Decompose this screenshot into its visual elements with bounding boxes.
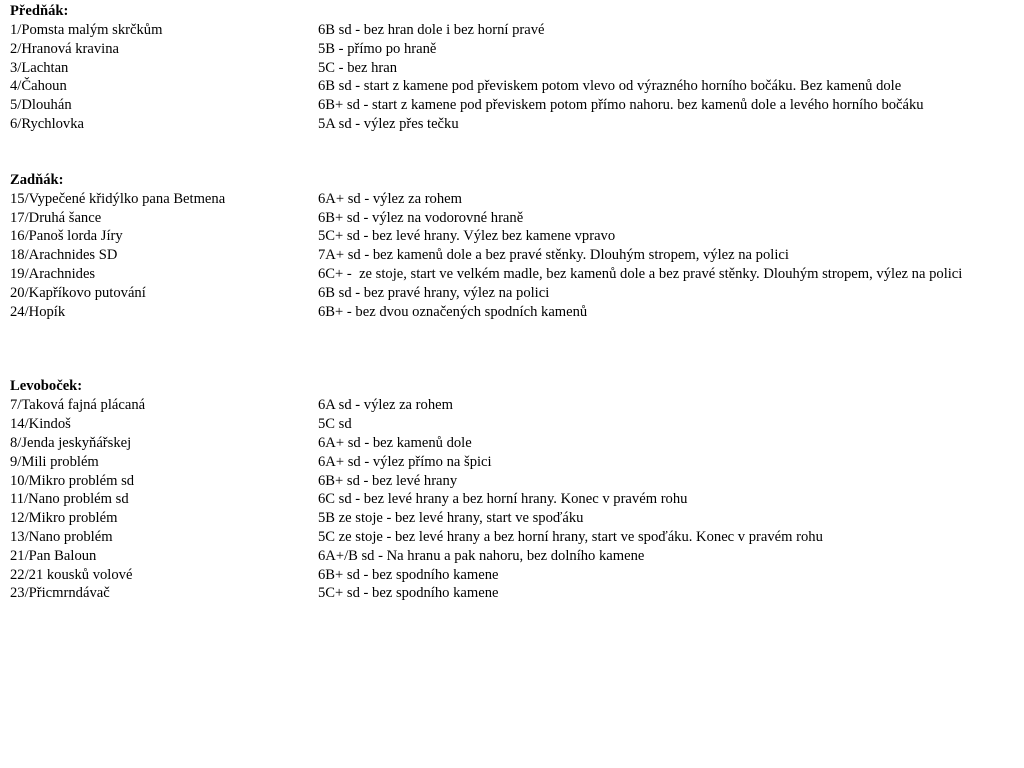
section-levobocek bbox=[10, 377, 1020, 603]
problem-description: 6C+ - ze stoje, start ve velkém madle, bez kamenů dole a bez pravé stěnky. Dlouhým stropem, výlez na polici bbox=[318, 265, 963, 282]
problem-name: 11/Nano problém sd bbox=[10, 491, 129, 508]
problem-description: 5C ze stoje - bez levé hrany a bez horní hrany, start ve spoďáku. Konec v pravém rohu bbox=[318, 528, 823, 545]
list-item bbox=[10, 303, 1020, 322]
problem-description: 6B+ sd - výlez na vodorovné hraně bbox=[318, 209, 524, 226]
problem-description: 6A+ sd - bez kamenů dole bbox=[318, 434, 472, 451]
list-item bbox=[10, 509, 1020, 528]
problem-name: 2/Hranová kravina bbox=[10, 40, 120, 57]
problem-name: 17/Druhá šance bbox=[10, 209, 102, 226]
problem-description: 7A+ sd - bez kamenů dole a bez pravé stěnky. Dlouhým stropem, výlez na polici bbox=[318, 247, 789, 264]
list-item bbox=[10, 115, 1020, 134]
list-item bbox=[10, 227, 1020, 246]
list-item bbox=[10, 265, 1020, 284]
list-item bbox=[10, 59, 1020, 78]
list-item bbox=[10, 21, 1020, 40]
problem-name: 9/Mili problém bbox=[10, 453, 99, 470]
problem-name: 1/Pomsta malým skrčkům bbox=[10, 22, 163, 38]
list-item bbox=[10, 434, 1020, 453]
problem-description: 5C+ sd - bez levé hrany. Výlez bez kamene vpravo bbox=[318, 228, 616, 245]
problem-description: 6A+/B sd - Na hranu a pak nahoru, bez dolního kamene bbox=[318, 547, 645, 564]
problem-description: 5A sd - výlez přes tečku bbox=[318, 115, 459, 132]
list-item bbox=[10, 472, 1020, 491]
problem-name: 16/Panoš lorda Jíry bbox=[10, 228, 123, 245]
list-item bbox=[10, 190, 1020, 209]
problem-name: 13/Nano problém bbox=[10, 528, 113, 545]
list-item bbox=[10, 77, 1020, 96]
problem-name: 22/21 kousků volové bbox=[10, 566, 133, 583]
problem-name: 20/Kapříkovo putování bbox=[10, 284, 146, 301]
problem-description: 6B+ sd - start z kamene pod převiskem potom přímo nahoru. bez kamenů dole a levého horního bočáku bbox=[318, 97, 924, 114]
problem-name: 23/Přicmrndávač bbox=[10, 585, 110, 602]
section-spacer bbox=[10, 321, 1020, 377]
problem-description: 6A+ sd - výlez za rohem bbox=[318, 190, 462, 207]
problem-description: 5C sd bbox=[318, 416, 352, 433]
list-item bbox=[10, 566, 1020, 585]
list-item bbox=[10, 246, 1020, 265]
section-title: Zadňák: bbox=[10, 171, 64, 188]
list-item bbox=[10, 490, 1020, 509]
list-item bbox=[10, 584, 1020, 603]
problem-description: 5C - bez hran bbox=[318, 59, 398, 76]
problem-description: 6A+ sd - výlez přímo na špici bbox=[318, 453, 492, 470]
problem-name: 5/Dlouhán bbox=[10, 97, 72, 114]
list-item bbox=[10, 453, 1020, 472]
problem-description: 6B sd - start z kamene pod převiskem potom vlevo od výrazného horního bočáku. Bez kamenů dole bbox=[318, 78, 902, 95]
problem-name: 14/Kindoš bbox=[10, 416, 71, 433]
problem-description: 6B+ - bez dvou označených spodních kamenů bbox=[318, 303, 588, 320]
problem-name: 12/Mikro problém bbox=[10, 510, 118, 527]
problem-description: 5B - přímo po hraně bbox=[318, 40, 437, 57]
section-prednak bbox=[10, 2, 1020, 134]
list-item bbox=[10, 96, 1020, 115]
document-page bbox=[10, 2, 1020, 603]
problem-name: 21/Pan Baloun bbox=[10, 547, 97, 564]
list-item bbox=[10, 415, 1020, 434]
problem-description: 6A sd - výlez za rohem bbox=[318, 397, 453, 414]
problem-description: 6B+ sd - bez spodního kamene bbox=[318, 566, 499, 583]
section-spacer bbox=[10, 134, 1020, 171]
problem-description: 6B sd - bez hran dole i bez horní pravé bbox=[318, 22, 545, 38]
problem-name: 18/Arachnides SD bbox=[10, 247, 118, 264]
section-zadnak bbox=[10, 171, 1020, 322]
list-item bbox=[10, 528, 1020, 547]
list-item bbox=[10, 40, 1020, 59]
problem-name: 10/Mikro problém sd bbox=[10, 472, 135, 489]
problem-name: 3/Lachtan bbox=[10, 59, 69, 76]
problem-name: 15/Vypečené křidýlko pana Betmena bbox=[10, 190, 226, 207]
problem-name: 24/Hopík bbox=[10, 303, 66, 320]
problem-description: 6B sd - bez pravé hrany, výlez na polici bbox=[318, 284, 550, 301]
problem-description: 6C sd - bez levé hrany a bez horní hrany. Konec v pravém rohu bbox=[318, 491, 688, 508]
problem-description: 6B+ sd - bez levé hrany bbox=[318, 472, 458, 489]
problem-name: 7/Taková fajná plácaná bbox=[10, 397, 146, 414]
section-title: Levoboček: bbox=[10, 378, 83, 395]
list-item bbox=[10, 396, 1020, 415]
list-item bbox=[10, 209, 1020, 228]
list-item bbox=[10, 284, 1020, 303]
problem-description: 5C+ sd - bez spodního kamene bbox=[318, 585, 499, 602]
list-item bbox=[10, 547, 1020, 566]
problem-name: 19/Arachnides bbox=[10, 265, 96, 282]
section-title: Předňák: bbox=[10, 3, 69, 19]
problem-name: 6/Rychlovka bbox=[10, 115, 84, 132]
problem-description: 5B ze stoje - bez levé hrany, start ve spoďáku bbox=[318, 510, 584, 527]
problem-name: 8/Jenda jeskyňářskej bbox=[10, 434, 132, 451]
problem-name: 4/Čahoun bbox=[10, 78, 67, 95]
